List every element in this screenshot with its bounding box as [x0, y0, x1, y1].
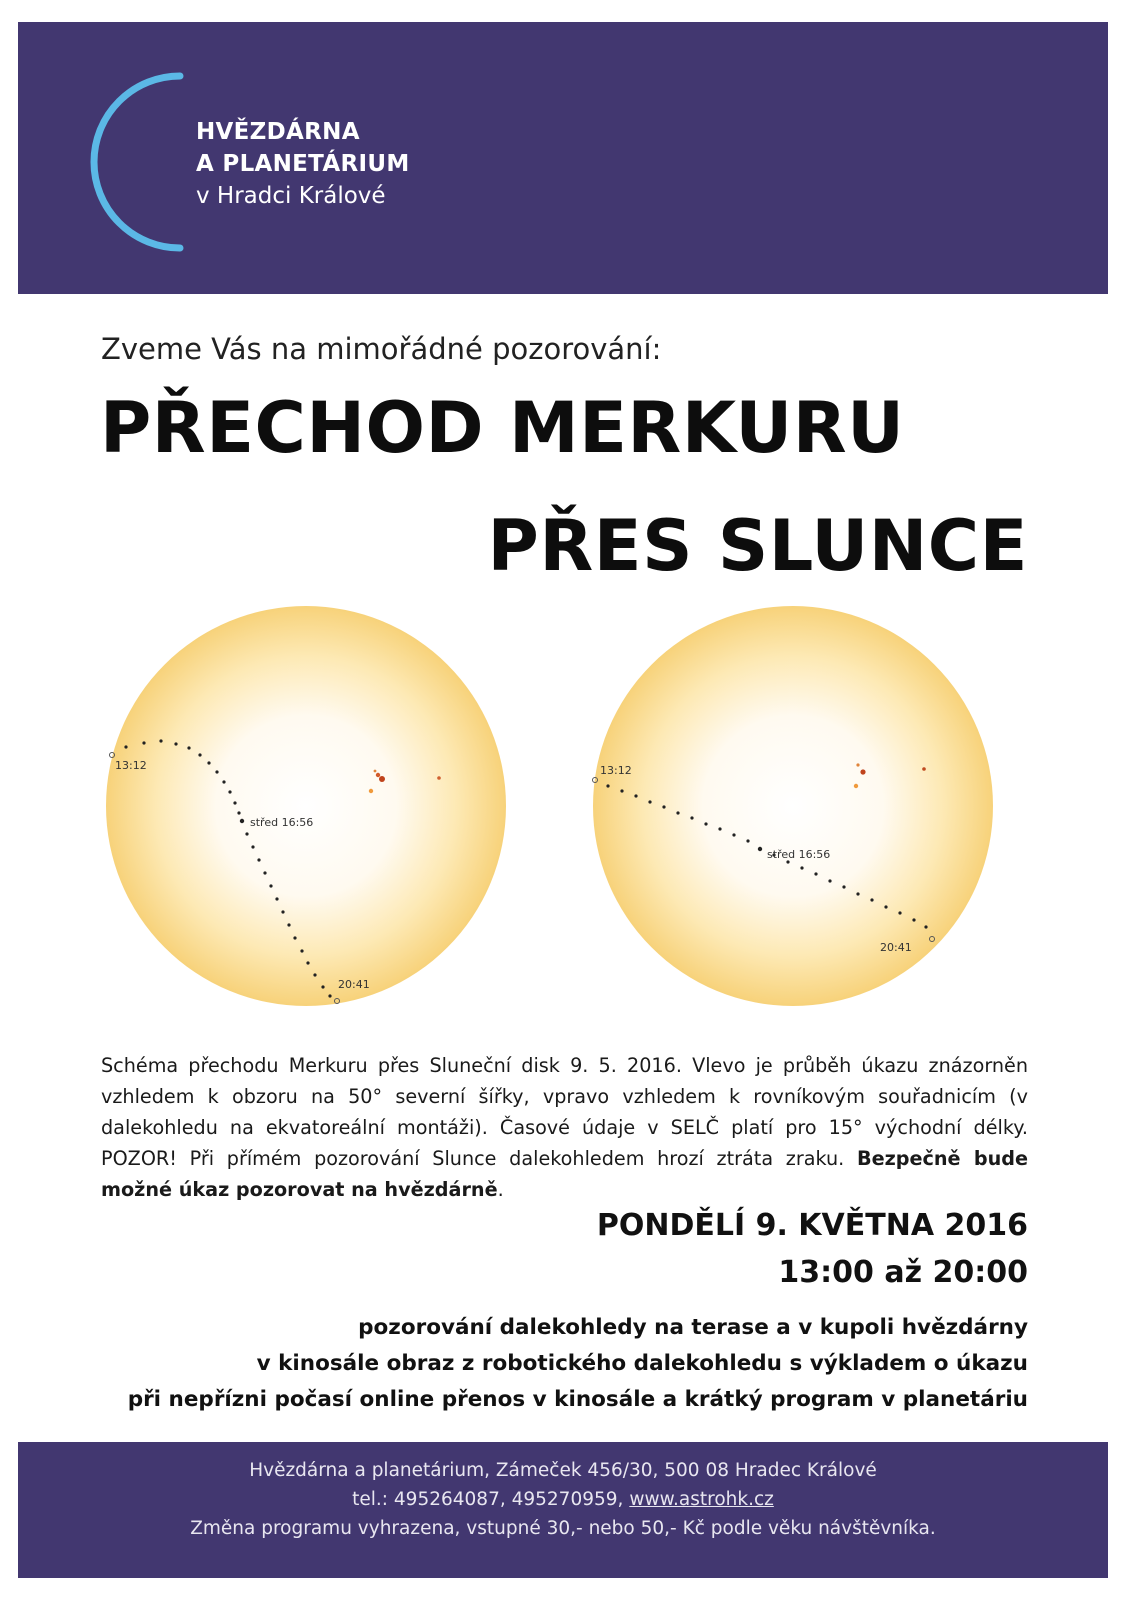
footer-address: Hvězdárna a planetárium, Zámeček 456/30, 500 08 Hradec Králové	[249, 1460, 877, 1481]
footer-phone: tel.: 495264087, 495270959,	[352, 1489, 630, 1510]
footer-note: Změna programu vyhrazena, vstupné 30,- nebo 50,- Kč podle věku návštěvníka.	[190, 1518, 936, 1539]
event-time: 13:00 až 20:00	[778, 1255, 1028, 1290]
footer-contact	[18, 1485, 1108, 1514]
intro-text: Zveme Vás na mimořádné pozorování:	[101, 332, 662, 366]
program-item: v kinosále obraz z robotického dalekohledu s výkladem o úkazu	[256, 1351, 1028, 1376]
label-mid-right: střed 16:56	[767, 848, 831, 861]
label-start-left: 13:12	[115, 759, 147, 772]
sun-disk-right	[593, 606, 993, 1006]
logo	[196, 116, 410, 212]
event-date: PONDĚLÍ 9. KVĚTNA 2016	[596, 1208, 1028, 1243]
logo-line-2: A PLANETÁRIUM	[196, 151, 410, 177]
program-item: pozorování dalekohledy na terase a v kupoli hvězdárny	[358, 1315, 1028, 1340]
caption-text: Schéma přechodu Merkuru přes Sluneční disk 9. 5. 2016. Vlevo je průběh úkazu znázorněn vzhledem k obzoru na 50° severní šířky, vpravo vzhledem k rovníkovým souřadnicím (v dalekohledu na ekvatoreální montáži). Časové údaje v SELČ platí pro 15° východní délky. POZOR! Při přímém pozorování Slunce dalekohledem hrozí ztráta zraku.	[101, 1054, 1028, 1170]
logo-line-1: HVĚZDÁRNA	[196, 119, 360, 145]
diagram-caption	[101, 1050, 1028, 1205]
header-banner	[18, 22, 1108, 294]
program-item: při nepřízni počasí online přenos v kinosále a krátký program v planetáriu	[127, 1387, 1028, 1412]
label-mid-left: střed 16:56	[250, 816, 314, 829]
caption-end: .	[497, 1178, 504, 1201]
label-end-right: 20:41	[880, 941, 912, 954]
title-line-1: PŘECHOD MERKURU	[100, 387, 905, 469]
caption-bold-text: Bezpečně bude možné úkaz pozorovat na hvězdárně	[101, 1147, 1028, 1201]
date-block	[597, 1202, 1028, 1296]
label-end-left: 20:41	[338, 978, 370, 991]
transit-diagram	[100, 605, 1020, 1010]
label-start-right: 13:12	[600, 764, 632, 777]
sun-disk-left	[106, 606, 506, 1006]
title-line-2: PŘES SLUNCE	[487, 505, 1028, 587]
footer-banner	[18, 1442, 1108, 1578]
logo-line-3: v Hradci Králové	[196, 183, 386, 209]
website-link[interactable]: www.astrohk.cz	[629, 1489, 774, 1510]
program-list	[128, 1310, 1028, 1418]
logo-arc-icon	[88, 72, 188, 252]
